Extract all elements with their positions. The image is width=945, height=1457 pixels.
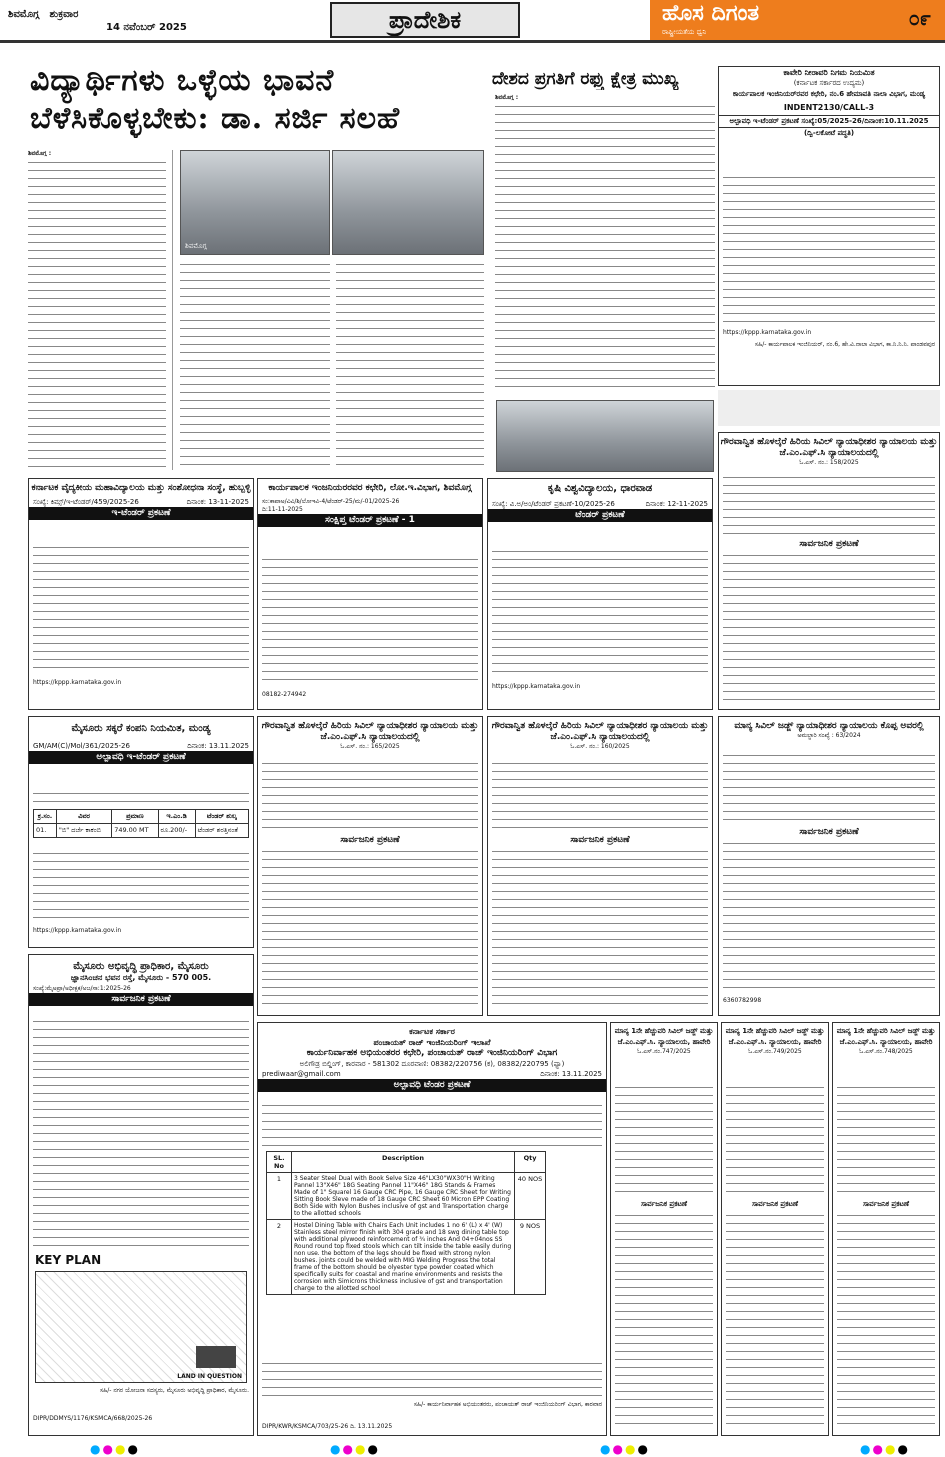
ad-pred-email[interactable]: prediwaar@gmail.com bbox=[262, 1070, 341, 1078]
ad-pred-table bbox=[266, 1151, 546, 1295]
ad-court-165 bbox=[257, 716, 483, 1016]
ad-court-160-title: ಸಾರ್ವಜನಿಕ ಪ್ರಕಟಣೆ bbox=[570, 835, 630, 845]
ad-pred-cell: 3 Seater Steel Dual with Book Selve Size 46"LX30"WX30"H Writing Pannel 13"X46" 18G Seating Pannel 11"X46" 18G Stands & Frames Made of 1" Squarel 16 Gauge CRC Pipe, 16 Gauge CRC Sheet for Writing Sitting Book Sleve made of 18 Gauge CRC Sheet 60 Micron EPP Coating Both Side with Nylon Bushes inclusive of gst and Transportation charge to the allotted schools bbox=[292, 1173, 515, 1220]
second-body bbox=[495, 94, 715, 394]
court-747-ref: ಓ.ಎಸ್.ನಂ.747/2025 bbox=[637, 1048, 691, 1055]
court-747-title: ಸಾರ್ವಜನಿಕ ಪ್ರಕಟಣೆ bbox=[640, 1200, 688, 1208]
ad-mysugar-th: ವಿವರ bbox=[56, 810, 111, 824]
ad-pred-sign: ಸಹಿ/- ಕಾರ್ಯನಿರ್ವಾಹಕ ಅಭಿಯಂತರರು, ಪಂಚಾಯತ್ ರಾಜ್ ಇಂಜಿನಿಯರಿಂಗ್ ವಿಭಾಗ, ಕಾರವಾರ bbox=[413, 1401, 602, 1408]
blank-ad-space bbox=[718, 390, 940, 426]
court-749 bbox=[721, 1022, 829, 1436]
ad-mysugar-cell: "ಬಿ" ದರ್ಜೆ ಕಾಕಂಬಿ bbox=[56, 824, 111, 838]
tender-cauvery-subtitle: (ದ್ವಿ-ಲಕೋಟೆ ಪದ್ಧತಿ) bbox=[803, 129, 855, 137]
masthead-rule bbox=[0, 40, 945, 43]
ad-pred-date: ದಿನಾಂಕ: 13.11.2025 bbox=[540, 1070, 602, 1078]
ad-court-158-title: ಸಾರ್ವಜನಿಕ ಪ್ರಕಟಣೆ bbox=[799, 539, 859, 549]
ad-kims-body bbox=[33, 545, 249, 675]
ad-pred-cell: 40 NOS bbox=[515, 1173, 546, 1220]
ad-court-160-ref: ಓ.ಎಸ್. ನಂ.: 160/2025 bbox=[570, 743, 630, 750]
ad-agri-date: ದಿನಾಂಕ: 12-11-2025 bbox=[645, 500, 708, 508]
tender-cauvery bbox=[718, 66, 940, 386]
ad-pred-cell: 2 bbox=[267, 1220, 292, 1295]
court-749-parties bbox=[726, 1085, 824, 1195]
tender-cauvery-indent: INDENT2130/CALL-3 bbox=[783, 103, 875, 112]
ad-mysugar-intro bbox=[33, 791, 249, 805]
ad-muda-address: ಜ್ಞಾನಸಿಂಚನ ಭವನ ರಸ್ತೆ, ಮೈಸೂರು - 570 005. bbox=[70, 973, 212, 982]
second-headline: ದೇಶದ ಪ್ರಗತಿಗೆ ರಫ್ತು ಕ್ಷೇತ್ರ ಮುಖ್ಯ bbox=[492, 69, 679, 89]
ad-mysugar-ref: GM/AM(C)/Mol/361/2025-26 bbox=[33, 742, 130, 750]
ad-court-165-title: ಸಾರ್ವಜನಿಕ ಪ್ರಕಟಣೆ bbox=[340, 835, 400, 845]
lead-headline: ವಿದ್ಯಾರ್ಥಿಗಳು ಒಳ್ಳೆಯ ಭಾವನೆ ಬೆಳೆಸಿಕೊಳ್ಳಬೇಕು: ಡಾ. ಸರ್ಜಿ ಸಲಹೆ bbox=[30, 63, 401, 136]
ad-pred-cell: 1 bbox=[267, 1173, 292, 1220]
masthead-day: ಶುಕ್ರವಾರ bbox=[49, 9, 79, 20]
lead-dateline: ಶಿವಮೊಗ್ಗ : bbox=[28, 150, 52, 157]
ad-court-165-ref: ಓ.ಎಸ್. ನಂ.: 165/2025 bbox=[340, 743, 400, 750]
registration-marks: ●●●● bbox=[330, 1442, 380, 1456]
ad-mysugar-date: ದಿನಾಂಕ: 13.11.2025 bbox=[187, 742, 249, 750]
ad-agri-org: ಕೃಷಿ ವಿಶ್ವವಿದ್ಯಾಲಯ, ಧಾರವಾಡ bbox=[547, 483, 653, 494]
court-748 bbox=[832, 1022, 940, 1436]
ad-court-158-parties bbox=[723, 475, 935, 535]
ad-court-165-body bbox=[262, 849, 478, 1009]
ad-pred-karwar bbox=[257, 1022, 607, 1436]
ad-mysugar-website[interactable]: https://kppp.karnataka.gov.in bbox=[33, 927, 122, 934]
ad-muda-land-shape bbox=[196, 1346, 236, 1368]
ad-court-158-ref: ಓ.ಎಸ್. ನಂ.: 158/2025 bbox=[799, 459, 859, 466]
ad-pwd-date: ದಿ:11-11-2025 bbox=[262, 506, 303, 513]
ad-mysugar-body bbox=[33, 851, 249, 921]
ad-pred-dept: ಕರ್ನಾಟಕ ಸರ್ಕಾರ bbox=[409, 1027, 455, 1036]
ad-agri-title: ಟೆಂಡರ್ ಪ್ರಕಟಣೆ bbox=[488, 509, 712, 522]
ad-pred-cell: Hostel Dining Table with Chairs Each Unit includes 1 no 6' (L) x 4' (W) Stainless steel mirror finish with 304 grade and 18 swg dining table top with additional plywood reinforcement of ¾ inches And 04+04nos SS Round round top fixed stools which can tilt inside the table easily during non use. the bottom of the legs should be fixed with strong nylon bushes. joints could be welded with MIG Welding Progress the total frame of the bottom should be olyester type powder coated which specifically suits for coastal and marine environments and resists the corrosion with Simicrons thickness inclusive of gst and transportation charge to the allotted school bbox=[292, 1220, 515, 1295]
lead-photo-2 bbox=[332, 150, 484, 255]
ad-muda-sign: ಸಹಿ/- ನಗರ ಯೋಜನಾ ಸದಸ್ಯರು, ಮೈಸೂರು ಅಭಿವೃದ್ಧಿ ಪ್ರಾಧಿಕಾರ, ಮೈಸೂರು. bbox=[99, 1387, 249, 1394]
ad-pred-title: ಅಲ್ಪಾವಧಿ ಟೆಂಡರ ಪ್ರಕಟಣೆ bbox=[258, 1079, 606, 1092]
ad-court-160-parties bbox=[492, 761, 708, 831]
court-749-title: ಸಾರ್ವಜನಿಕ ಪ್ರಕಟಣೆ bbox=[751, 1200, 799, 1208]
registration-marks: ●●●● bbox=[860, 1442, 910, 1456]
court-749-body bbox=[726, 1213, 824, 1427]
court-747-body bbox=[615, 1213, 713, 1427]
tender-cauvery-title: ಅಲ್ಪಾವಧಿ ಇ-ಟೆಂಡರ್ ಪ್ರಕಟಣೆ ಸಂಖ್ಯೆ:05/2025-26/ದಿನಾಂಕ:10.11.2025 bbox=[719, 115, 939, 128]
ad-koppa-parties bbox=[723, 753, 935, 823]
ad-agri-univ bbox=[487, 478, 713, 710]
tender-cauvery-website[interactable]: https://kppp.karnataka.gov.in bbox=[723, 329, 812, 336]
ad-court-koppa bbox=[718, 716, 940, 1016]
lead-body-text-2 bbox=[180, 262, 330, 470]
ad-court-158-body bbox=[723, 553, 935, 703]
tender-cauvery-org: ಕಾವೇರಿ ನೀರಾವರಿ ನಿಗಮ ನಿಯಮಿತ bbox=[783, 68, 875, 77]
second-body-text bbox=[495, 104, 715, 394]
ad-pred-th: Description bbox=[292, 1152, 515, 1173]
court-748-title: ಸಾರ್ವಜನಿಕ ಪ್ರಕಟಣೆ bbox=[862, 1200, 910, 1208]
ad-muda-land-label: LAND IN QUESTION bbox=[177, 1373, 242, 1380]
tender-cauvery-sign: ಸಹಿ/- ಕಾರ್ಯಪಾಲಕ ಇಂಜಿನಿಯರ್, ನಂ.6, ಹೇ.ವಿ.ನಾಲಾ ವಿಭಾಗ, ಕಾ.ನಿ.ನಿ.ನಿ. ಪಾಂಡವಪುರ bbox=[754, 341, 935, 348]
ad-pred-terms bbox=[262, 1361, 602, 1397]
ad-kims-date: ದಿನಾಂಕ: 13-11-2025 bbox=[186, 498, 249, 506]
ad-mysugar-table bbox=[33, 809, 249, 838]
lead-photo-caption: ಶಿವಮೊಗ್ಗ bbox=[185, 242, 207, 250]
ad-kims-ref: ಸಂಖ್ಯೆ: ಕಿಮ್ಸ್/ಇ-ಟೆಂಡರ್/459/2025-26 bbox=[33, 498, 139, 506]
ad-pred-sub: ಪಂಚಾಯತ್ ರಾಜ್ ಇಂಜಿನಿಯರಿಂಗ್ ಇಲಾಖೆ bbox=[373, 1038, 491, 1047]
court-748-org: ಮಾನ್ಯ 1ನೇ ಹೆಚ್ಚುವರಿ ಸಿವಿಲ್ ಜಡ್ಜ್ ಮತ್ತು ಜೆ.ಎಂ.ಎಫ್.ಸಿ. ನ್ಯಾಯಾಲಯ, ಹಾವೇರಿ bbox=[836, 1027, 936, 1046]
ad-mysugar-th: ಟೆಂಡರ್ ಶುಲ್ಕ bbox=[195, 810, 248, 824]
ad-pred-dipr: DIPR/KWR/KSMCA/703/25-26 ದಿ. 13.11.2025 bbox=[262, 1423, 393, 1430]
lead-body-text-3 bbox=[336, 262, 484, 470]
ad-mysugar-cell: 01. bbox=[34, 824, 57, 838]
ad-pred-cell: 9 NOS bbox=[515, 1220, 546, 1295]
lead-body-text bbox=[28, 160, 166, 470]
ad-pred-address: ಅಲಿಗೌಡ್ರ ಬಿಲ್ಡಿಂಗ್, ಕಾರವಾರ - 581302 ದೂರವಾಣಿ: 08382/220756 (ಕ), 08382/220795 (ಫ್ಯಾ) bbox=[299, 1060, 565, 1068]
ad-muda-ref: ಸಂಖ್ಯೆ:ಮೈಅಪ್ರಾ/ಅಧೀಕ್ಷಕ/ಅಜ/ಸಾ:1:2025-26 bbox=[33, 985, 131, 992]
tender-cauvery-sub: (ಕರ್ನಾಟಕ ಸರ್ಕಾರದ ಉದ್ಯಮ) bbox=[793, 79, 865, 87]
ad-muda-org: ಮೈಸೂರು ಅಭಿವೃದ್ಧಿ ಪ್ರಾಧಿಕಾರ, ಮೈಸೂರು bbox=[73, 961, 209, 972]
masthead-city: ಶಿವಮೊಗ್ಗ bbox=[8, 9, 40, 20]
ad-pwd-body bbox=[262, 557, 478, 687]
ad-muda-keyplan: KEY PLAN bbox=[35, 1253, 102, 1267]
ad-koppa-phone: 6360782998 bbox=[723, 997, 762, 1004]
ad-pred-th: SL. No bbox=[267, 1152, 292, 1173]
ad-pwd-phone: 08182-274942 bbox=[262, 691, 307, 698]
page-number: ೦೯ bbox=[908, 6, 931, 30]
ad-pwd-title: ಸಂಕ್ಷಿಪ್ತ ಟೆಂಡರ್ ಪ್ರಕಟಣೆ - 1 bbox=[258, 514, 482, 527]
ad-court-160-body bbox=[492, 849, 708, 1009]
ad-kims bbox=[28, 478, 254, 710]
ad-pred-th: Qty bbox=[515, 1152, 546, 1173]
ad-court-158 bbox=[718, 432, 940, 710]
ad-muda-title: ಸಾರ್ವಜನಿಕ ಪ್ರಕಟಣೆ bbox=[29, 993, 253, 1006]
second-dateline: ಶಿವಮೊಗ್ಗ : bbox=[495, 94, 519, 101]
court-747-parties bbox=[615, 1085, 713, 1195]
masthead-date: 14 ನವೆಂಬರ್ 2025 bbox=[106, 22, 187, 33]
brand-logo bbox=[650, 0, 945, 40]
second-photo bbox=[496, 400, 714, 472]
ad-mysugar-cell: 749.00 MT bbox=[112, 824, 158, 838]
ad-pred-intro bbox=[262, 1103, 602, 1147]
court-748-body bbox=[837, 1213, 935, 1427]
ad-pwd-org: ಕಾರ್ಯಪಾಲಕ ಇಂಜನಿಯರರವರ ಕಛೇರಿ, ಲೋ.ಇ.ವಿಭಾಗ, ಶಿವಮೊಗ್ಗ bbox=[268, 483, 472, 493]
ad-pwd-ref: ಸಂ:ಕಾಪಾಅ/ವಿವಿ/ಶಿ/ಲೋಇವಿ-4/ಟೆಂಡರ್-25/ಮ/-01/2025-26 bbox=[262, 498, 400, 505]
ad-muda-map bbox=[35, 1271, 247, 1383]
ad-koppa-org: ಮಾನ್ಯ ಸಿವಿಲ್ ಜಡ್ಜ್ ನ್ಯಾಯಾಧೀಶರ ನ್ಯಾಯಾಲಯ ಕೊಪ್ಪ ಅವರಲ್ಲಿ bbox=[734, 721, 924, 731]
court-748-parties bbox=[837, 1085, 935, 1195]
ad-court-158-org: ಗೌರವಾನ್ವಿತ ಹೊಳಲ್ಕೆರೆ ಹಿರಿಯ ಸಿವಿಲ್ ನ್ಯಾಯಾಧೀಶರ ನ್ಯಾಯಾಲಯ ಮತ್ತು ಜೆ.ಎಂ.ಎಫ್.ಸಿ ನ್ಯಾಯಾಲಯದಲ್ಲಿ bbox=[720, 437, 938, 458]
ad-mysugar-th: ಇ.ಎಂ.ಡಿ bbox=[158, 810, 195, 824]
ad-agri-body bbox=[492, 549, 708, 679]
ad-court-165-org: ಗೌರವಾನ್ವಿತ ಹೊಳಲ್ಕೆರೆ ಹಿರಿಯ ಸಿವಿಲ್ ನ್ಯಾಯಾಧೀಶರ ನ್ಯಾಯಾಲಯ ಮತ್ತು ಜೆ.ಎಂ.ಎಫ್.ಸಿ ನ್ಯಾಯಾಲಯದಲ್ಲಿ bbox=[261, 721, 479, 742]
masthead-meta bbox=[8, 8, 188, 34]
ad-pred-office: ಕಾರ್ಯನಿರ್ವಾಹಕ ಅಭಿಯಂತರರ ಕಛೇರಿ, ಪಂಚಾಯತ್ ರಾಜ್ ಇಂಜಿನಿಯರಿಂಗ್ ವಿಭಾಗ bbox=[306, 1048, 558, 1058]
lead-photo bbox=[180, 150, 330, 255]
ad-kims-org: ಕರ್ನಾಟಕ ವೈದ್ಯಕೀಯ ಮಹಾವಿದ್ಯಾಲಯ ಮತ್ತು ಸಂಶೋಧನಾ ಸಂಸ್ಥೆ, ಹುಬ್ಬಳ್ಳಿ bbox=[31, 483, 251, 493]
ad-court-160 bbox=[487, 716, 713, 1016]
court-749-org: ಮಾನ್ಯ 1ನೇ ಹೆಚ್ಚುವರಿ ಸಿವಿಲ್ ಜಡ್ಜ್ ಮತ್ತು ಜೆ.ಎಂ.ಎಫ್.ಸಿ. ನ್ಯಾಯಾಲಯ, ಹಾವೇರಿ bbox=[725, 1027, 825, 1046]
ad-kims-title: ಇ-ಟೆಂಡರ್ ಪ್ರಕಟಣೆ bbox=[29, 507, 253, 520]
ad-mysugar-title: ಅಲ್ಪಾವಧಿ ಇ-ಟೆಂಡರ್ ಪ್ರಕಟಣೆ bbox=[29, 751, 253, 764]
ad-mysugar bbox=[28, 716, 254, 948]
tender-cauvery-office: ಕಾರ್ಯಪಾಲಕ ಇಂಜಿನಿಯರ್‌ರವರ ಕಛೇರಿ, ನಂ.6 ಹೇಮಾವತಿ ನಾಲಾ ವಿಭಾಗ, ಮಂಡ್ಯ bbox=[732, 90, 926, 98]
ad-muda bbox=[28, 954, 254, 1436]
ad-mysugar-cell: ಟೆಂಡರ್ ಶರತ್ತಿನಂತೆ bbox=[195, 824, 248, 838]
ad-mysugar-org: ಮೈಸೂರು ಸಕ್ಕರೆ ಕಂಪನಿ ನಿಯಮಿತ, ಮಂಡ್ಯ bbox=[71, 723, 211, 734]
lead-column-1 bbox=[28, 150, 173, 470]
ad-mysugar-th: ಕ್ರ.ಸಂ. bbox=[34, 810, 57, 824]
registration-marks: ●●●● bbox=[600, 1442, 650, 1456]
brand-name: ಹೊಸ ದಿಗಂತ bbox=[662, 1, 760, 26]
ad-court-165-parties bbox=[262, 761, 478, 831]
tender-cauvery-body bbox=[723, 175, 935, 325]
registration-marks: ●●●● bbox=[90, 1442, 140, 1456]
ad-mysugar-table-wrap bbox=[33, 809, 249, 838]
ad-pwd bbox=[257, 478, 483, 710]
ad-mysugar-th: ಪ್ರಮಾಣ bbox=[112, 810, 158, 824]
ad-kims-website[interactable]: https://kppp.karnataka.gov.in bbox=[33, 679, 122, 686]
ad-muda-dipr: DIPR/DDMYS/1176/KSMCA/668/2025-26 bbox=[33, 1415, 153, 1422]
ad-mysugar-cell: ರೂ.200/- bbox=[158, 824, 195, 838]
ad-agri-ref: ಸಂಖ್ಯೆ: ವಿ.ಅ/ಅಂ/ಟೆಂಡರ್ ಪ್ರಕಟಣೆ-10/2025-26 bbox=[492, 500, 615, 508]
ad-pred-table-wrap bbox=[266, 1151, 546, 1295]
ad-court-160-org: ಗೌರವಾನ್ವಿತ ಹೊಳಲ್ಕೆರೆ ಹಿರಿಯ ಸಿವಿಲ್ ನ್ಯಾಯಾಧೀಶರ ನ್ಯಾಯಾಲಯ ಮತ್ತು ಜೆ.ಎಂ.ಎಫ್.ಸಿ ನ್ಯಾಯಾಲಯದಲ್ಲಿ bbox=[491, 721, 709, 742]
ad-koppa-body bbox=[723, 841, 935, 991]
ad-koppa-title: ಸಾರ್ವಜನಿಕ ಪ್ರಕಟಣೆ bbox=[799, 827, 859, 837]
ad-koppa-ref: ಅಮಲ್ಜಾರಿ ಸಂಖ್ಯೆ : 63/2024 bbox=[797, 732, 861, 739]
court-747 bbox=[610, 1022, 718, 1436]
court-748-ref: ಓ.ಎಸ್.ನಂ.748/2025 bbox=[859, 1048, 913, 1055]
ad-muda-body bbox=[33, 1019, 249, 1249]
brand-tagline: ರಾಷ್ಟ್ರೀಯತೆಯ ಧ್ವನಿ bbox=[662, 28, 707, 36]
section-title: ಪ್ರಾದೇಶಿಕ bbox=[330, 2, 520, 38]
ad-agri-website[interactable]: https://kppp.karnataka.gov.in bbox=[492, 683, 581, 690]
court-749-ref: ಓ.ಎಸ್.ನಂ.749/2025 bbox=[748, 1048, 802, 1055]
court-747-org: ಮಾನ್ಯ 1ನೇ ಹೆಚ್ಚುವರಿ ಸಿವಿಲ್ ಜಡ್ಜ್ ಮತ್ತು ಜೆ.ಎಂ.ಎಫ್.ಸಿ. ನ್ಯಾಯಾಲಯ, ಹಾವೇರಿ bbox=[614, 1027, 714, 1046]
